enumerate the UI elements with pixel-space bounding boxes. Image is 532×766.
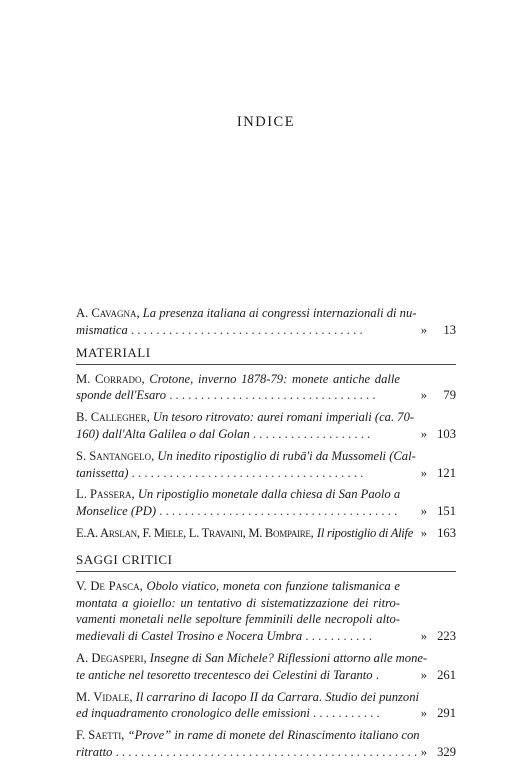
page-number: 103 (437, 426, 456, 441)
entry-author: A. Degasperi (76, 650, 144, 665)
page-separator: » (420, 426, 427, 441)
entry-title: Crotone, inverno 1878-79: monete antiche dalle (149, 371, 400, 386)
entry-title: Obolo viatico, moneta con funzione talismanica e (146, 578, 401, 593)
page-separator: » (420, 629, 427, 644)
page-title: INDICE (236, 114, 296, 130)
toc-entry: A. Cavagna, La presenza italiana ai congressi internazionali di nu- mismatica ..................................... » 13 (76, 306, 456, 337)
entry-title-cont: tanissetta) (76, 465, 129, 480)
toc-entry: A. Degasperi, Insegne di San Michele? Riflessioni attorno alle mone- te antiche nel tesoretto trecentesco dei Celestini di Taranto . » 261 (76, 650, 456, 682)
entry-author: F. Saetti (76, 728, 122, 743)
page-number: 291 (437, 706, 456, 721)
page-separator: » (420, 504, 427, 519)
entry-title-cont: sponde dell'Esaro (76, 388, 167, 403)
entry-title: “Prove” in rame di monete del Rinascimento italiano con (127, 728, 420, 743)
page-separator: » (420, 322, 427, 337)
entry-title: Insegne di San Michele? Riflessioni attorno alle mone- (149, 650, 428, 665)
entry-title: Il ripostiglio di Alife (316, 525, 413, 540)
page-separator: » (420, 388, 427, 403)
section-heading-saggi-critici: SAGGI CRITICI (76, 552, 456, 572)
leader-dots: ...................................... (159, 504, 401, 519)
entry-author: A. Cavagna (76, 306, 137, 320)
toc-entry: F. Saetti, “Prove” in rame di monete del Rinascimento italiano con ritratto ................................................ » 329 (76, 728, 456, 759)
leader-dots: . (375, 667, 383, 682)
leader-dots: ..................................... (131, 465, 367, 480)
leader-dots: ................... (252, 426, 374, 441)
toc-entry: M. Vidale, Il carrarino di Iacopo II da Carrara. Studio dei punzoni ed inquadramento cronologico delle emissioni ........... » 291 (76, 689, 456, 721)
entry-title: La presenza italiana ai congressi internazionali di nu- (142, 306, 417, 320)
entry-title-cont: 160) dall'Alta Galilea o dal Golan (76, 426, 250, 441)
leader-dots: ................................. (169, 388, 379, 403)
entry-author: L. Passera (76, 487, 132, 502)
page-number: 163 (437, 525, 456, 540)
entry-title-cont: mismatica (76, 322, 128, 337)
toc-entry: L. Passera, Un ripostiglio monetale dalla chiesa di San Paolo a Monselice (PD) ...................................... » 151 (76, 487, 456, 519)
page-number: 79 (443, 388, 456, 403)
page-number: 223 (437, 629, 456, 644)
entry-title-cont: ed inquadramento cronologico delle emissioni (76, 706, 310, 721)
page-number: 13 (443, 322, 456, 337)
entry-author: M. Corrado (76, 371, 142, 386)
page-number: 151 (437, 504, 456, 519)
entry-title-cont: medievali di Castel Trosino e Nocera Umbra (76, 629, 303, 644)
toc-entry: E.A. Arslan, F. Miele, L. Travaini, M. Bompaire, Il ripostiglio di Alife » 163 (76, 525, 456, 540)
entry-title-cont: ritratto (76, 744, 113, 759)
toc-entry: M. Corrado, Crotone, inverno 1878-79: monete antiche dalle sponde dell'Esaro ................................. » 79 (76, 371, 456, 403)
entry-author: V. De Pasca (76, 578, 140, 593)
page-number: 329 (437, 744, 456, 759)
leader-dots: ................................................ (115, 744, 421, 759)
page-separator: » (420, 667, 427, 682)
page-separator: » (420, 525, 427, 540)
page-separator: » (420, 706, 427, 721)
entry-author: B. Callegher (76, 410, 147, 425)
entry-title-cont: Monselice (PD) (76, 504, 157, 519)
entry-author: S. Santangelo (76, 448, 152, 463)
entry-author: M. Vidale (76, 689, 130, 704)
entry-title: Il carrarino di Iacopo II da Carrara. Studio dei punzoni (135, 689, 420, 704)
toc-entry: S. Santangelo, Un inedito ripostiglio di rubā'i da Mussomeli (Cal- tanissetta) ..................................... » 121 (76, 448, 456, 480)
entry-title-cont: montata a gioiello: un tentativo di sistematizzazione dei ritro- (76, 595, 400, 610)
entry-title: Un tesoro ritrovato: aurei romani imperiali (ca. 70- (152, 410, 415, 425)
entry-title: Un inedito ripostiglio di rubā'i da Mussomeli (Cal- (157, 448, 416, 463)
entry-title: Un ripostiglio monetale dalla chiesa di San Paolo a (137, 487, 401, 502)
page-number: 261 (437, 667, 456, 682)
entry-authors: E.A. Arslan, F. Miele, L. Travaini, M. Bompaire (76, 525, 311, 540)
table-of-contents (76, 305, 456, 766)
toc-entry: B. Callegher, Un tesoro ritrovato: aurei romani imperiali (ca. 70- 160) dall'Alta Galilea o dal Golan ................... » 103 (76, 410, 456, 441)
entry-title-cont: te antiche nel tesoretto trecentesco dei Celestini di Taranto (76, 667, 373, 682)
page-separator: » (420, 744, 427, 759)
leader-dots: ........... (305, 629, 376, 644)
leader-dots: ........... (313, 706, 383, 721)
section-heading-materiali: MATERIALI (76, 345, 456, 365)
page-separator: » (420, 465, 427, 480)
leader-dots: ..................................... (130, 322, 366, 337)
toc-entry: V. De Pasca, Obolo viatico, moneta con funzione talismanica e montata a gioiello: un tentativo di sistematizzazione dei ritro- vamenti monetali nelle sepolture femminili delle necropoli alto- medievali di Castel Trosino e Nocera Umbra ........... » 223 (76, 578, 456, 644)
entry-title-cont: vamenti monetali nelle sepolture femminili delle necropoli alto- (76, 612, 400, 627)
page-number: 121 (437, 465, 456, 480)
